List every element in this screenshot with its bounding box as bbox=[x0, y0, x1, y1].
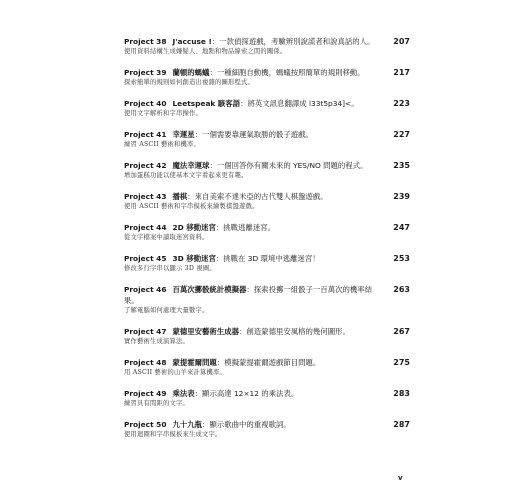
toc-entry bbox=[124, 160, 410, 181]
toc-entry bbox=[124, 419, 410, 440]
toc-entry bbox=[124, 67, 410, 88]
project-name: 播棋 bbox=[172, 192, 188, 201]
toc-entry bbox=[124, 388, 410, 409]
entry-heading bbox=[124, 419, 410, 430]
project-description: ：顯示高達 12×12 的乘法表。 bbox=[194, 389, 299, 398]
project-subtitle: 練習 ASCII 藝術和機率。 bbox=[124, 141, 201, 148]
project-number: Project 41 bbox=[124, 130, 167, 139]
project-description: ：將英文訊息翻譯成 l33t5p34]<。 bbox=[240, 99, 359, 108]
toc-entry bbox=[124, 191, 410, 212]
project-number: Project 42 bbox=[124, 161, 167, 170]
project-description: ：創造蒙德里安風格的幾何圖形。 bbox=[239, 327, 350, 336]
entry-heading bbox=[124, 326, 410, 337]
project-subtitle: 使用迴圈和字串模板來生成文字。 bbox=[124, 431, 222, 438]
project-name: 蒙德里安藝術生成器 bbox=[172, 327, 239, 336]
project-subtitle: 修改多行字串以顯示 3D 視圖。 bbox=[124, 265, 216, 272]
page-number: 207 bbox=[393, 37, 410, 46]
project-description: ：顯示歌曲中的重複歌詞。 bbox=[202, 420, 291, 429]
project-description: ：探索投擲一組骰子一百萬次的機率結果。 bbox=[124, 285, 373, 305]
project-subtitle: 增加蛋糕功能以使基本文字看起來更有趣。 bbox=[124, 172, 248, 179]
entry-heading bbox=[124, 191, 410, 202]
page-number: 217 bbox=[393, 68, 410, 77]
project-number: Project 45 bbox=[124, 254, 167, 263]
project-description: ：挑戰在 3D 環境中逃離迷宮！ bbox=[215, 254, 320, 263]
toc-entry bbox=[124, 129, 410, 150]
entry-heading bbox=[124, 388, 410, 399]
page-number: 227 bbox=[393, 130, 410, 139]
project-name: J'accuse ! bbox=[172, 37, 212, 46]
toc-entry bbox=[124, 36, 410, 57]
project-number: Project 39 bbox=[124, 68, 167, 77]
toc-entry bbox=[124, 326, 410, 347]
project-subtitle: 使用文字解析和字串操作。 bbox=[124, 110, 202, 117]
entry-heading bbox=[124, 98, 410, 109]
entry-heading bbox=[124, 67, 410, 78]
project-number: Project 47 bbox=[124, 327, 167, 336]
page-number: 223 bbox=[393, 99, 410, 108]
project-number: Project 44 bbox=[124, 223, 167, 232]
toc-entry bbox=[124, 222, 410, 243]
toc-entry bbox=[124, 284, 410, 316]
entry-heading bbox=[124, 284, 410, 306]
page-number: 283 bbox=[393, 389, 410, 398]
project-name: 乘法表 bbox=[172, 389, 195, 398]
page-number: 239 bbox=[393, 192, 410, 201]
table-of-contents bbox=[124, 36, 410, 450]
entry-heading bbox=[124, 129, 410, 140]
project-subtitle: 使用 ASCII 藝術和字串模板來繪製棋盤遊戲。 bbox=[124, 203, 259, 210]
project-number: Project 43 bbox=[124, 192, 167, 201]
project-description: ：挑戰逃離迷宮。 bbox=[215, 223, 276, 232]
page-number: 253 bbox=[393, 254, 410, 263]
project-subtitle: 了解電腦如何處理大量數字。 bbox=[124, 307, 209, 314]
page-number: 263 bbox=[393, 285, 410, 294]
project-subtitle: 探索簡單的規則如何創造出複雜的圖形程式。 bbox=[124, 79, 254, 86]
project-number: Project 49 bbox=[124, 389, 167, 398]
entry-heading bbox=[124, 222, 410, 233]
project-name: Leetspeak 駭客語 bbox=[172, 99, 241, 108]
project-name: 蘭頓的螞蟻 bbox=[172, 68, 210, 77]
project-name: 魔法幸運球 bbox=[172, 161, 210, 170]
project-name: 蒙提霍爾問題 bbox=[172, 358, 217, 367]
project-name: 3D 移動迷宮 bbox=[172, 254, 216, 263]
project-description: ：來自美索不達米亞的古代雙人棋盤遊戲。 bbox=[187, 192, 328, 201]
project-subtitle: 練習具有間距的文字。 bbox=[124, 400, 189, 407]
project-number: Project 46 bbox=[124, 285, 167, 294]
project-description: ：一個回答你有關未來的 YES/NO 問題的程式。 bbox=[209, 161, 368, 170]
page-number: 267 bbox=[393, 327, 410, 336]
page-number: 275 bbox=[393, 358, 410, 367]
entry-heading bbox=[124, 36, 410, 47]
project-description: ：模擬蒙提霍爾遊戲節目問題。 bbox=[216, 358, 321, 367]
project-description: ：一個需要靠運氣取勝的骰子遊戲。 bbox=[194, 130, 313, 139]
toc-entry bbox=[124, 253, 410, 274]
entry-heading bbox=[124, 160, 410, 171]
page-number: 287 bbox=[393, 420, 410, 429]
project-name: 幸運星 bbox=[172, 130, 195, 139]
project-number: Project 50 bbox=[124, 420, 167, 429]
project-description: ：一種細胞自動機，螞蟻按照簡單的規則移動。 bbox=[209, 68, 365, 77]
project-name: 2D 移動迷宮 bbox=[172, 223, 216, 232]
page-number: 235 bbox=[393, 161, 410, 170]
project-number: Project 38 bbox=[124, 37, 167, 46]
entry-heading bbox=[124, 253, 410, 264]
page-folio: v bbox=[398, 474, 403, 482]
entry-heading bbox=[124, 357, 410, 368]
project-subtitle: 用 ASCII 藝術的山羊來計算機率。 bbox=[124, 369, 227, 376]
project-description: ：一款偵探遊戲，考驗辨別說謊者和說真話的人。 bbox=[211, 37, 375, 46]
project-subtitle: 使用資料結構生成嫌疑人、地點和物品線索之間的關係。 bbox=[124, 48, 287, 55]
project-number: Project 40 bbox=[124, 99, 167, 108]
toc-entry bbox=[124, 357, 410, 378]
project-name: 百萬次擲骰統計模擬器 bbox=[172, 285, 247, 294]
page-number: 247 bbox=[393, 223, 410, 232]
project-name: 九十九瓶 bbox=[172, 420, 203, 429]
project-subtitle: 從文字檔案中讀取迷宮資料。 bbox=[124, 234, 209, 241]
toc-entry bbox=[124, 98, 410, 119]
project-subtitle: 實作藝術生成演算法。 bbox=[124, 338, 189, 345]
project-number: Project 48 bbox=[124, 358, 167, 367]
